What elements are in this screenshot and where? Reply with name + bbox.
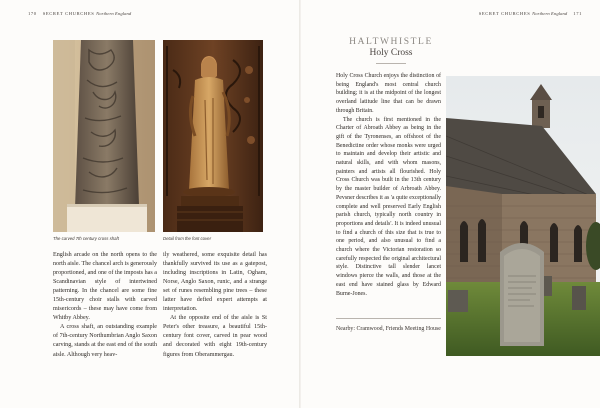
right-page-number: 171 — [573, 11, 582, 16]
left-running-head — [28, 11, 131, 16]
left-running-head-place: Northern England — [96, 11, 132, 16]
left-col1-paragraph-1: English arcade on the north opens to the north aisle. The chancel arch is generously proportioned, and one of the imposts has a Scandinavian style of intertwined patterning. In the chancel are some fine 15th-century choir stalls with carved misericords – these may have come from Whitby Abbey. — [53, 252, 157, 322]
font-cover-caption: Detail from the font cover — [163, 236, 212, 241]
font-cover-photo — [163, 40, 263, 232]
left-column-2 — [163, 251, 267, 360]
nearby-note: Nearby: Cramwood, Friends Meeting House — [336, 318, 441, 334]
right-running-head-title: SECRET CHURCHES — [478, 11, 531, 16]
right-paragraph-2: The church is first mentioned in the Charter of Abroath Abbey as being in the gift of the Tyronenses, an offshoot of the Benedictine order whose monks were urged to maintain and develop their artistic and natural skills, and with whom masons, painters and artists all flourished. Holy Cross Church was built in the 13th century by the master builder of Arbroath Abbey. Pevsner describes it as 'a quite exceptionally complete and well preserved Early English parish church, typically north country in proportions and details'. It is indeed unusual to find a church of this size that is true to one period, and also unusual to find a church where the Victorian restoration so carefully respected the original architectural style. Distinctive tall slender lancet windows pierce the walls, and those at the east end have stained glass by Edward Burne-Jones. — [336, 116, 441, 297]
left-col2-paragraph-2: At the opposite end of the aisle is St Peter's other treasure, a beautiful 15th-century font cover, carved in pear wood and decorated with eight 19th-century figures from Oberammergau. — [163, 315, 267, 358]
section-heading — [336, 37, 446, 64]
left-page-number: 170 — [28, 11, 37, 16]
right-running-head — [479, 11, 582, 16]
church-photo — [446, 76, 600, 356]
right-column — [336, 72, 441, 298]
left-running-head-title: SECRET CHURCHES — [42, 11, 95, 16]
cross-shaft-photo — [53, 40, 155, 232]
heading-rule — [376, 63, 406, 64]
shaft-caption: The carved 7th century cross shaft — [53, 236, 119, 241]
right-running-head-place: Northern England — [532, 11, 568, 16]
left-col1-paragraph-2: A cross shaft, an outstanding example of 7th-century Northumbrian Anglo Saxon carving, stands at the east end of the south aisle. Although very heav- — [53, 324, 157, 358]
heading-church: Holy Cross — [369, 48, 413, 58]
right-paragraph-1: Holy Cross Church enjoys the distinction of being England's most central church building; it is at the midpoint of the longest overland latitude line that can be drawn through Britain. — [336, 73, 441, 114]
left-column-1 — [53, 251, 157, 360]
gutter — [299, 0, 301, 408]
heading-place: HALTWHISTLE — [349, 37, 433, 47]
left-col2-paragraph-1: ily weathered, some exquisite detail has thankfully survived its use as a gatepost, including inscriptions in Latin, Ogham, Norse, Anglo Saxon, runic, and a strange set of runes resembling pine trees – these latter have defied expert attempts at interpretation. — [163, 252, 267, 313]
